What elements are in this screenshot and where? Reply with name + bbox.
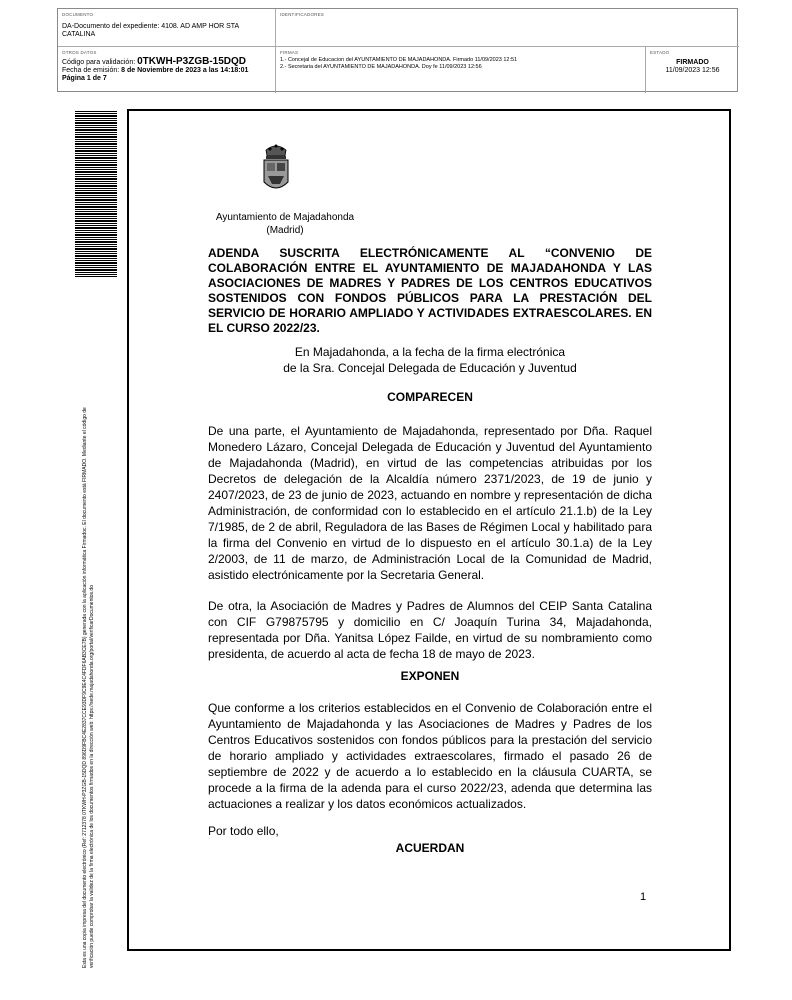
fecha-value: 8 de Noviembre de 2023 a las 14:18:01 bbox=[121, 67, 249, 74]
barcode bbox=[75, 111, 117, 277]
otros-label: OTROS DATOS bbox=[62, 50, 97, 55]
heading-acuerdan: ACUERDAN bbox=[395, 841, 465, 855]
side-text-line-2: verificación puede comprobar la validez de la firma electrónica de los documentos firmados en la dirección web: https://sede.majadahonda.org/portal/verificarDocumentos.do bbox=[89, 585, 95, 968]
side-verification-text bbox=[82, 298, 96, 968]
otros-datos-cell bbox=[58, 47, 276, 93]
documento-cell bbox=[58, 9, 276, 47]
page-number: 1 bbox=[640, 891, 647, 903]
place-line-2: de la Sra. Concejal Delegada de Educación y Juventud bbox=[283, 361, 577, 375]
estado-date: 11/09/2023 12:56 bbox=[665, 67, 720, 74]
side-text-line-1: Esta es una copia impresa del documento electrónico (Ref: 2712378 0TKWH-P3ZGB-15DQD 896D9FBC4E2837CCE93DF9C9E4C4FDF6AB3CE7B) generada con la aplicación informática Firmadoc. El documento está FIRMADO. Mediante el código de bbox=[82, 407, 88, 968]
codigo-prefix: Código para validación: bbox=[62, 59, 136, 66]
firma-2: 2.- Secretaria del AYUNTAMIENTO DE MAJADAHONDA. Doy fe 11/09/2023 12:56 bbox=[280, 64, 482, 70]
identificadores-label: IDENTIFICADORES bbox=[280, 12, 325, 17]
municipality-caption bbox=[200, 211, 370, 237]
municipality-province: (Madrid) bbox=[266, 225, 304, 236]
firmas-cell bbox=[276, 47, 646, 93]
document-header bbox=[57, 8, 738, 92]
codigo-value: 0TKWH-P3ZGB-15DQD bbox=[137, 56, 247, 67]
coat-of-arms-icon bbox=[258, 142, 294, 196]
place-line-1: En Majadahonda, a la fecha de la firma electrónica bbox=[294, 345, 566, 359]
paragraph-second-party: De otra, la Asociación de Madres y Padres de Alumnos del CEIP Santa Catalina con CIF G79875795 y domicilio en C/ Joaquín Turina 34, Majadahonda, representada por Dña. Yanitsa López Failde, en virtud de su nombramiento como presidenta, de acuerdo al acta de fecha 18 de mayo de 2023. bbox=[208, 599, 652, 661]
documento-value: DA-Documento del expediente: 4108. AD AMP HOR STA CATALINA bbox=[62, 23, 239, 38]
estado-cell bbox=[646, 47, 739, 93]
fecha-prefix: Fecha de emisión: bbox=[62, 67, 120, 74]
paragraph-exponen: Que conforme a los criterios establecidos en el Convenio de Colaboración entre el Ayuntamiento de Majadahonda y las Asociaciones de Madres y Padres de los Centros Educativos sostenidos con fondos públicos para la prestación del servicio de horario ampliado y actividades extraescolares, firmado el pasado 26 de septiembre de 2022 y de acuerdo a lo establecido en la cláusula CUARTA, se procede a la firma de la adenda para el curso 2022/23, adenda que determina las actuaciones a realizar y los datos económicos actualizados. bbox=[208, 701, 652, 811]
municipality-name: Ayuntamiento de Majadahonda bbox=[215, 212, 355, 223]
heading-comparecen: COMPARECEN bbox=[387, 390, 473, 404]
paragraph-first-party: De una parte, el Ayuntamiento de Majadahonda, representado por Dña. Raquel Monedero Lázaro, Concejal Delegada de Educación y Juventud del Ayuntamiento de Majadahonda (Madrid), en virtud de las competencias atribuidas por los Decretos de delegación de la Alcaldía número 2371/2023, de 19 de junio y 2407/2023, de 23 de junio de 2023, actuando en nombre y representación de dicha Administración, de conformidad con lo establecido en el artículo 21.1.b) de la Ley 7/1985, de 2 de abril, Reguladora de las Bases de Régimen Local y habilitado para la firma del Convenio en virtud de lo dispuesto en el artículo 30.1.a) de la Ley 2/2003, de 11 de marzo, de Administración Local de la Comunidad de Madrid, asistido electrónicamente por la Secretaria General. bbox=[208, 424, 652, 582]
firma-1: 1.- Concejal de Educacion del AYUNTAMIENTO DE MAJADAHONDA. Firmado 11/09/2023 12:51 bbox=[280, 57, 518, 63]
estado-value: FIRMADO bbox=[676, 59, 709, 66]
firmas-label: FIRMAS bbox=[280, 50, 299, 55]
heading-exponen: EXPONEN bbox=[400, 669, 460, 683]
paragraph-por-todo: Por todo ello, bbox=[208, 824, 279, 838]
document-title: ADENDA SUSCRITA ELECTRÓNICAMENTE AL “CONVENIO DE COLABORACIÓN ENTRE EL AYUNTAMIENTO DE MAJADAHONDA Y LAS ASOCIACIONES DE MADRES Y PADRES DE LOS CENTROS EDUCATIVOS SOSTENIDOS CON FONDOS PÚBLICOS PARA LA PRESTACIÓN DEL SERVICIO DE HORARIO AMPLIADO Y ACTIVIDADES EXTRAESCOLARES. EN EL CURSO 2022/23. bbox=[208, 246, 652, 335]
identificadores-cell bbox=[276, 9, 739, 47]
pagina: Página 1 de 7 bbox=[62, 75, 107, 82]
documento-label: DOCUMENTO bbox=[62, 12, 94, 17]
estado-label: ESTADO bbox=[650, 50, 670, 55]
